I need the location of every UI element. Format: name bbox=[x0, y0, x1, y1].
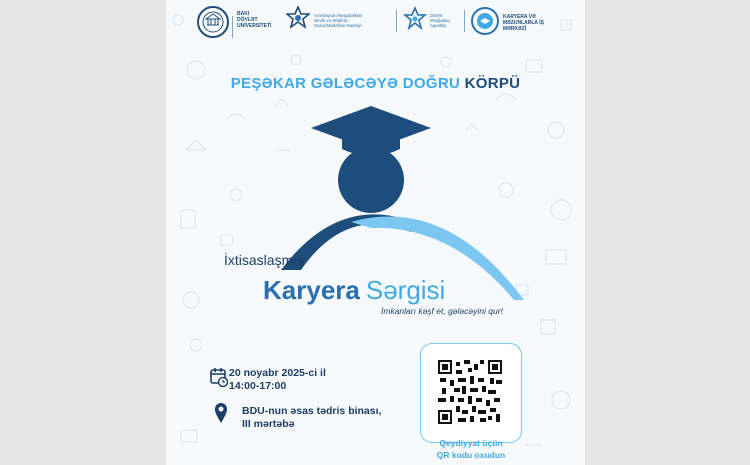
headline-part2: KÖRPÜ bbox=[464, 75, 521, 92]
bdu-logo-text: BAKI DÖVLƏT UNİVERSİTETİ bbox=[237, 11, 272, 29]
event-location bbox=[242, 405, 381, 431]
calendar-clock-icon bbox=[210, 367, 228, 387]
event-slogan: İmkanları kəşf et, gələcəyini qur! bbox=[381, 306, 503, 316]
qr-code[interactable] bbox=[438, 360, 502, 424]
agency-logo-text: Dövlət Məşğulluq Agentliyi bbox=[430, 13, 450, 29]
event-location-line2: III mərtəbə bbox=[242, 418, 295, 430]
event-datetime bbox=[229, 367, 326, 393]
event-title-word2: Sərgisi bbox=[365, 275, 446, 305]
career-center-logo-text: KARYERA VƏ MƏZUNLARLA İŞ MƏRKƏZİ bbox=[503, 14, 544, 32]
qr-caption bbox=[406, 437, 536, 461]
qr-caption-line1: Qeydiyyat üçün bbox=[439, 438, 503, 448]
event-title bbox=[263, 275, 445, 306]
event-date: 20 noyabr 2025-ci il bbox=[229, 367, 326, 379]
event-location-line1: BDU-nun əsas tədris binası, bbox=[242, 405, 382, 417]
ministry-logo-text: Azərbaycan Respublikası Əmək və Əhalinin Sosial Müdafiəsi Nazirliyi bbox=[314, 13, 363, 29]
headline-part1: PEŞƏKAR GƏLƏCƏYƏ DOĞRU bbox=[230, 75, 461, 92]
graduate-head-icon bbox=[338, 147, 404, 213]
location-pin-icon bbox=[214, 402, 228, 424]
event-time: 14:00-17:00 bbox=[229, 380, 287, 392]
qr-caption-line2: QR kodu oxudun bbox=[436, 450, 506, 460]
graduate-illustration bbox=[166, 0, 585, 465]
event-title-word1: Karyera bbox=[263, 275, 360, 305]
event-poster bbox=[166, 0, 585, 465]
event-subtitle: İxtisaslaşmış bbox=[224, 252, 305, 268]
